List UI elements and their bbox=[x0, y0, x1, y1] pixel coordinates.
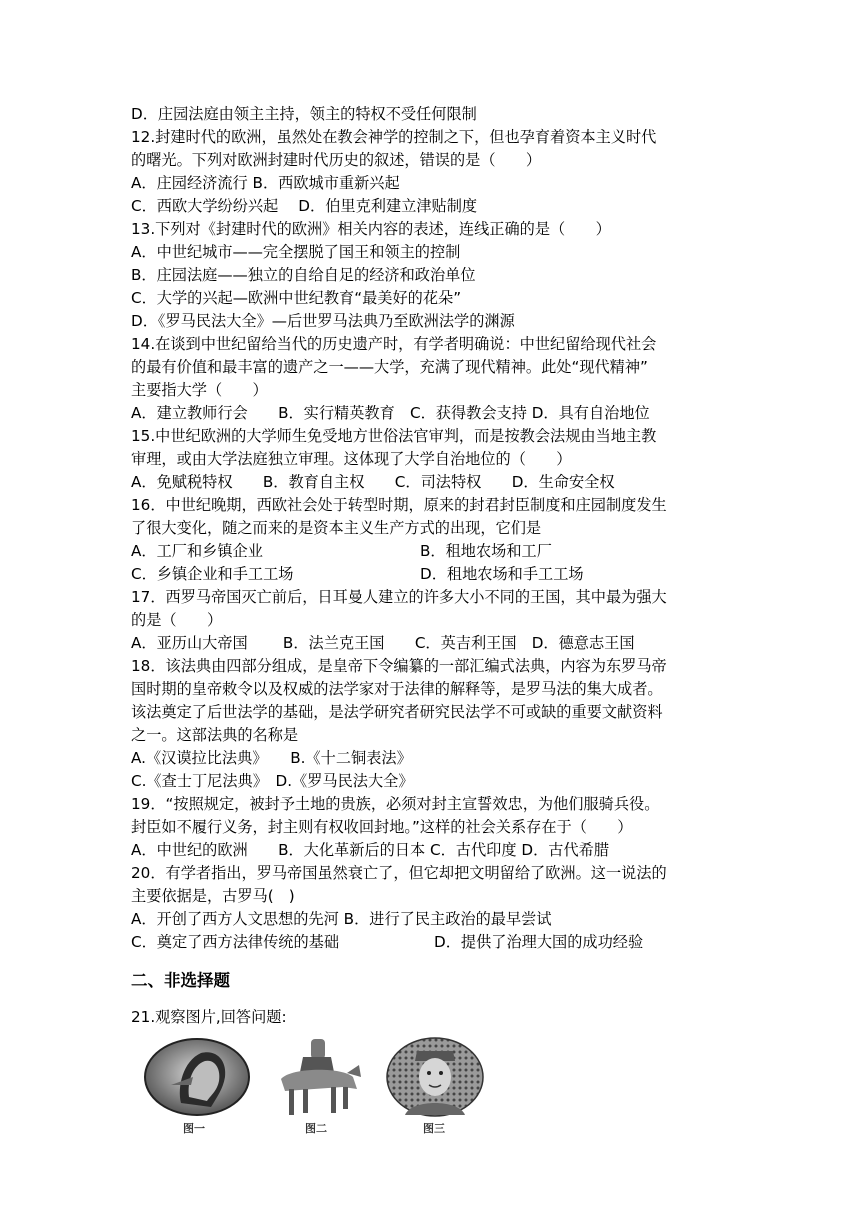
q18-stem-2: 国时期的皇帝敕令以及权威的法学家对于法律的解释等，是罗马法的集大成者。 bbox=[131, 680, 663, 698]
q12-options-cd: C．西欧大学纷纷兴起 D．伯里克利建立津贴制度 bbox=[131, 197, 478, 215]
q16-options-cd bbox=[131, 563, 736, 586]
q18-options-cd: C.《查士丁尼法典》 D.《罗马民法大全》 bbox=[131, 772, 414, 790]
figure-3-caption: 图三 bbox=[423, 1122, 445, 1135]
q12-stem-1: 12.封建时代的欧洲，虽然处在教会神学的控制之下，但也孕育着资本主义时代 bbox=[131, 128, 657, 146]
figure-1-caption: 图一 bbox=[183, 1122, 205, 1135]
q16-option-a: A．工厂和乡镇企业 bbox=[131, 542, 263, 560]
section-title: 二、非选择题 bbox=[131, 971, 230, 990]
q11-option-d: D．庄园法庭由领主主持，领主的特权不受任何限制 bbox=[131, 105, 477, 123]
q14-options: A．建立教师行会 B．实行精英教育 C．获得教会支持 D．具有自治地位 bbox=[131, 404, 650, 422]
q20-stem-1: 20．有学者指出，罗马帝国虽然衰亡了，但它却把文明留给了欧洲。这一说法的 bbox=[131, 864, 667, 882]
figure-1-coin-portrait bbox=[141, 1037, 253, 1121]
q18-stem-4: 之一。这部法典的名称是 bbox=[131, 726, 299, 744]
q19-stem-2: 封臣如不履行义务，封主则有权收回封地。”这样的社会关系存在于（ ） bbox=[131, 818, 633, 836]
q18-options-ab: A.《汉谟拉比法典》 B.《十二铜表法》 bbox=[131, 749, 412, 767]
q13-option-c: C．大学的兴起—欧洲中世纪教育“最美好的花朵” bbox=[131, 289, 462, 307]
q19-options: A．中世纪的欧洲 B．大化革新后的日本 C．古代印度 D．古代希腊 bbox=[131, 841, 610, 859]
q13-option-b: B．庄园法庭——独立的自给自足的经济和政治单位 bbox=[131, 266, 476, 284]
q16-option-c: C．乡镇企业和手工工场 bbox=[131, 565, 294, 583]
q20-options-cd bbox=[131, 931, 736, 954]
q17-stem-1: 17．西罗马帝国灭亡前后，日耳曼人建立的许多大小不同的王国，其中最为强大 bbox=[131, 588, 667, 606]
q13-stem: 13.下列对《封建时代的欧洲》相关内容的表述，连线正确的是（ ） bbox=[131, 220, 611, 238]
q20-option-d: D．提供了治理大国的成功经验 bbox=[434, 933, 644, 951]
q20-option-c: C．奠定了西方法律传统的基础 bbox=[131, 933, 340, 951]
q15-options: A．免赋税特权 B．教育自主权 C．司法特权 D．生命安全权 bbox=[131, 473, 615, 491]
q14-stem-2: 的最有价值和最丰富的遗产之一——大学，充满了现代精神。此处“现代精神” bbox=[131, 358, 648, 376]
q15-stem-1: 15.中世纪欧洲的大学师生免受地方世俗法官审判，而是按教会法规由当地主教 bbox=[131, 427, 657, 445]
q20-options-ab: A．开创了西方人文思想的先河 B．进行了民主政治的最早尝试 bbox=[131, 910, 552, 928]
q16-stem-1: 16．中世纪晚期，西欧社会处于转型时期，原来的封君封臣制度和庄园制度发生 bbox=[131, 496, 667, 514]
q21-stem: 21.观察图片,回答问题: bbox=[131, 1008, 287, 1026]
q14-stem-3: 主要指大学（ ） bbox=[131, 381, 268, 399]
figure-2-caption: 图二 bbox=[305, 1122, 327, 1135]
q16-option-d: D．租地农场和手工工场 bbox=[420, 565, 584, 583]
q16-stem-2: 了很大变化，随之而来的是资本主义生产方式的出现，它们是 bbox=[131, 519, 542, 537]
q17-options: A．亚历山大帝国 B．法兰克王国 C．英吉利王国 D．德意志王国 bbox=[131, 634, 635, 652]
figure-2-equestrian-statue bbox=[273, 1037, 363, 1121]
document-page bbox=[131, 103, 736, 1137]
q18-stem-3: 该法奠定了后世法学的基础，是法学研究者研究民法学不可或缺的重要文献资料 bbox=[131, 703, 663, 721]
q15-stem-2: 审理，或由大学法庭独立审理。这体现了大学自治地位的（ ） bbox=[131, 450, 572, 468]
q20-stem-2: 主要依据是，古罗马( ) bbox=[131, 887, 295, 905]
q14-stem-1: 14.在谈到中世纪留给当代的历史遗产时，有学者明确说：中世纪留给现代社会 bbox=[131, 335, 657, 353]
q19-stem-1: 19．“按照规定，被封予土地的贵族，必须对封主宣誓效忠，为他们服骑兵役。 bbox=[131, 795, 660, 813]
q13-option-d: D．《罗马民法大全》—后世罗马法典乃至欧洲法学的渊源 bbox=[131, 312, 515, 330]
q12-options-ab: A．庄园经济流行 B．西欧城市重新兴起 bbox=[131, 174, 400, 192]
figure-3-mosaic-portrait bbox=[385, 1037, 485, 1121]
figure-strip bbox=[131, 1037, 736, 1137]
q12-stem-2: 的曙光。下列对欧洲封建时代历史的叙述，错误的是（ ） bbox=[131, 151, 542, 169]
q16-options-ab bbox=[131, 540, 736, 563]
q16-option-b: B．租地农场和工厂 bbox=[420, 542, 552, 560]
q17-stem-2: 的是（ ） bbox=[131, 611, 223, 629]
q13-option-a: A．中世纪城市——完全摆脱了国王和领主的控制 bbox=[131, 243, 461, 261]
q18-stem-1: 18．该法典由四部分组成，是皇帝下令编纂的一部汇编式法典，内容为东罗马帝 bbox=[131, 657, 667, 675]
